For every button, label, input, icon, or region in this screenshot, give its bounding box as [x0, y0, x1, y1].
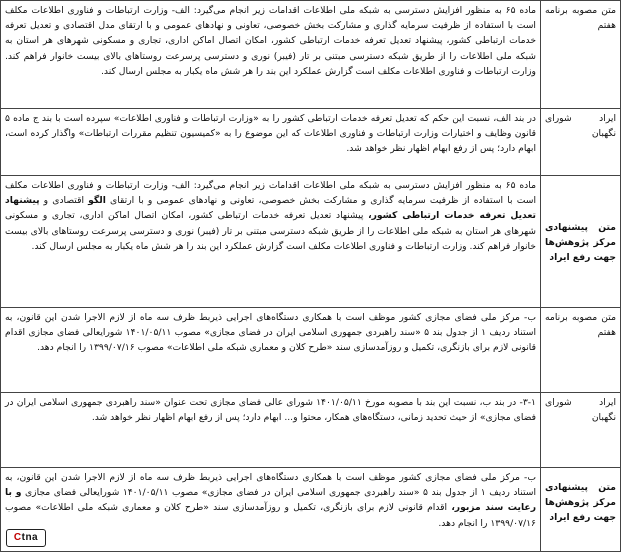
row-text: ب- مرکز ملی فضای مجازی کشور موظف است با همکاری دستگاه‌های اجرایی ذیربط ظرف سه ماه از لازم الاجرا شدن این قانون، به استناد ردیف ۱ از جدول بند ۵ «سند راهبردی جمهوری اسلامی ایران در فضای مجازی» مصوب ۱۴۰۱/۰۵/۱۱ شورایعالی فضای مجازی اقدام قانونی لازم برای بازنگری، تکمیل و روزآمدسازی سند «طرح کلان و معماری شبکه ملی اطلاعات» مصوب ۱۳۹۹/۰۷/۱۶ را انجام دهد. [1, 308, 541, 393]
row-label: متن پیشنهادی مرکز پژوهش‌ها جهت رفع ایراد [541, 176, 621, 308]
row-label: متن پیشنهادی مرکز پژوهش‌ها جهت رفع ایراد [541, 468, 621, 552]
row-label: ایراد شورای نگهبان [541, 109, 621, 176]
table-row [1, 1, 621, 109]
highlight-text: الگو [88, 195, 106, 207]
row-label: متن مصوبه برنامه هفتم [541, 1, 621, 109]
row-text [1, 176, 541, 308]
text-part: ماده ۶۵ به منظور افزایش دسترسی به شبکه ملی اطلاعات اقدامات زیر انجام می‌گیرد: الف- وزارت ارتباطات و فناوری اطلاعات مکلف است با استفاده از ظرفیت سرمایه گذاری و مشارکت بخش خصوصی، تعاونی و نهادهای عمومی و با ارتقای [5, 180, 536, 207]
row-label: ایراد شورای نگهبان [541, 393, 621, 468]
table-row [1, 176, 621, 308]
text-part: ب- مرکز ملی فضای مجازی کشور موظف است با همکاری دستگاه‌های اجرایی ذیربط ظرف سه ماه از لازم الاجرا شدن این قانون، به استناد ردیف ۱ از جدول بند ۵ «سند راهبردی جمهوری اسلامی ایران در فضای مجازی» مصوب ۱۴۰۱/۰۵/۱۱ شورایعالی فضای مجازی [5, 472, 537, 499]
row-label: متن مصوبه برنامه هفتم [541, 308, 621, 393]
row-text: ماده ۶۵ به منظور افزایش دسترسی به شبکه ملی اطلاعات اقدامات زیر انجام می‌گیرد: الف- وزارت ارتباطات و فناوری اطلاعات مکلف است با استفاده از ظرفیت سرمایه گذاری و مشارکت بخش خصوصی، تعاونی و نهادهای عمومی و با ارتقای مدل اقتصادی و تعدیل تعرفه خدمات ارتباطی کشور، پیشنهاد تعدیل تعرفه خدمات ارتباطی کشور، امکان اتصال اماکن اداری، تجاری و مسکونی شهرهای هر استان به شبکه ملی اطلاعات را از طریق شبکه دسترسی مبتنی بر تار (فیبر) نوری و دسترسی پرسرعت روستاهای بالای بیست خانوار فراهم کند. وزارت ارتباطات و فناوری اطلاعات مکلف است گزارش عملکرد این بند را هر شش ماه یکبار به مجلس ارسال کند. [1, 1, 541, 109]
table-row [1, 468, 621, 552]
ictna-logo [6, 529, 46, 547]
row-text [1, 468, 541, 552]
text-part: پیشنهاد تعدیل تعرفه خدمات ارتباطی کشور، امکان اتصال اماکن اداری، تجاری و مسکونی شهرهای هر استان به شبکه ملی اطلاعات را از طریق شبکه دسترسی مبتنی بر تار (فیبر) نوری و دسترسی پرسرعت روستاهای بالای بیست خانوار فراهم کند. وزارت ارتباطات و فناوری اطلاعات مکلف است گزارش عملکرد این بند را هر شش ماه یکبار به مجلس ارسال کند. [5, 210, 536, 252]
table-row [1, 109, 621, 176]
highlight-text: پیشنهاد تعدیل تعرفه خدمات ارتباطی کشور، [5, 195, 536, 222]
row-text: ۳-۱- در بند ب، نسبت این بند با مصوبه مورخ ۱۴۰۱/۰۵/۱۱ شورای عالی فضای مجازی تحت عنوان «سند راهبردی جمهوری اسلامی ایران در فضای مجازی» از حیث تحدید زمانی، دستگاه‌های همکار، محتوا و... ابهام دارد؛ پس از رفع ابهام اظهار نظر خواهد شد. [1, 393, 541, 468]
highlight-text: و با رعایت سند مزبور، [5, 487, 536, 514]
text-part: اقدام قانونی لازم برای بازنگری، تکمیل و روزآمدسازی سند «طرح کلان و معماری شبکه ملی اطلاعات» مصوب ۱۳۹۹/۰۷/۱۶ را انجام دهد. [5, 502, 536, 529]
table-row [1, 308, 621, 393]
logo-letter: C [13, 532, 22, 543]
text-part: اقتصادی و [39, 195, 89, 207]
table-row [1, 393, 621, 468]
logo-letters: tna [21, 532, 39, 543]
row-text: در بند الف، نسبت این حکم که تعدیل تعرفه خدمات ارتباطی کشور را به «وزارت ارتباطات و فناوری اطلاعات» سپرده است با بند ج ماده ۵ قانون وظایف و اختیارات وزارت ارتباطات و فناوری اطلاعات که این موضوع را به «کمیسیون تنظیم مقررات ارتباطات» واگذار کرده است، ابهام دارد؛ پس از رفع ابهام اظهار نظر خواهد شد. [1, 109, 541, 176]
